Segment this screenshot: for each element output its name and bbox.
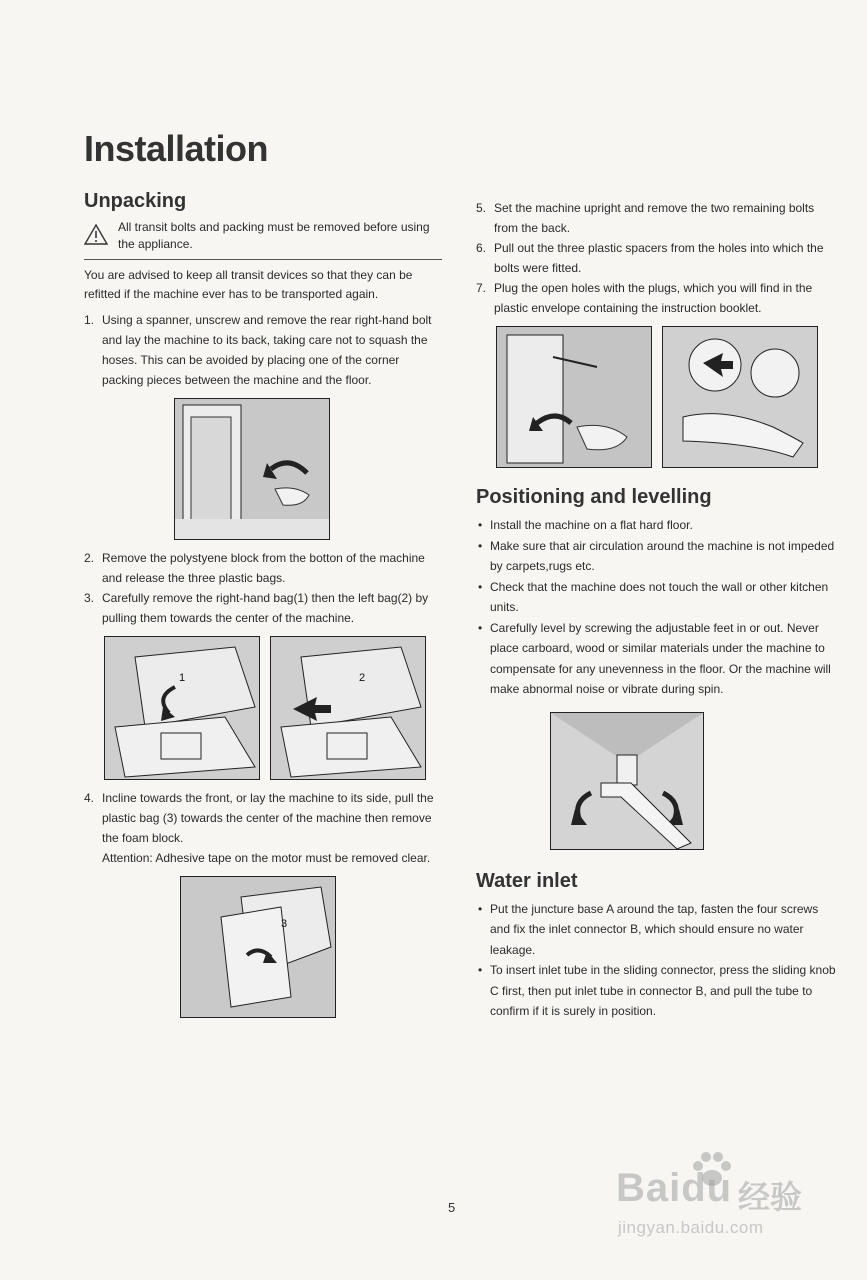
positioning-bullet: • Check that the machine does not touch the wall or other kitchen units.: [476, 577, 836, 618]
water-inlet-bullet: • To insert inlet tube in the sliding connector, press the sliding knob C first, then put inlet tube in connector B, and pull the tube to confirm if it is surely in position.: [476, 960, 836, 1022]
svg-text:1: 1: [179, 672, 186, 684]
positioning-bullet: • Make sure that air circulation around the machine is not impeded by carpets,rugs etc.: [476, 536, 836, 577]
unpacking-steps-b: [84, 548, 442, 628]
unpacking-heading: Unpacking: [84, 190, 187, 212]
unpacking-steps-c: [84, 788, 442, 868]
figure-plugs: [662, 326, 818, 468]
unpacking-intro: You are advised to keep all transit devices so that they can be refitted if the machine ever has to be transported again.: [84, 268, 413, 301]
warning-text: All transit bolts and packing must be removed before using the appliance.: [118, 220, 430, 251]
watermark-logo: Baidu: [616, 1166, 733, 1210]
unpacking-steps-d: [476, 198, 836, 318]
step-2: 2. Remove the polystyene block from the botton of the machine and release the three plastic bags.: [84, 551, 425, 585]
watermark-url: jingyan.baidu.com: [618, 1218, 764, 1237]
figure-levelling-foot: [550, 712, 704, 850]
figure-rear-bolt: [174, 398, 330, 540]
water-inlet-heading: Water inlet: [476, 869, 578, 892]
water-inlet-bullets: [476, 899, 836, 1022]
left-column: [84, 190, 442, 1026]
page-title: Installation: [84, 128, 269, 169]
figure-left-bag: [270, 636, 426, 780]
step-6: 6. Pull out the three plastic spacers from the holes into which the bolts were fitted.: [476, 241, 824, 275]
watermark-chinese: 经验: [738, 1179, 803, 1215]
figure-remaining-bolts: [496, 326, 652, 468]
step-5: 5. Set the machine upright and remove the two remaining bolts from the back.: [476, 201, 815, 235]
unpacking-steps-a: [84, 310, 442, 390]
step-3: 3. Carefully remove the right-hand bag(1) then the left bag(2) by pulling them towards the center of the machine.: [84, 591, 429, 625]
figures-bolts-plugs: [496, 326, 836, 468]
figures-bags: [104, 636, 442, 780]
warning-triangle-icon: [84, 223, 108, 245]
step-4: 4. Incline towards the front, or lay the machine to its side, pull the plastic bag (3) towards the center of the machine then remove the foam block. Attention: Adhesive tape on the motor must be removed clear.: [84, 791, 434, 865]
step-1: 1. Using a spanner, unscrew and remove the rear right-hand bolt and lay the machine to its back, taking care not to squash the hoses. This can be avoided by placing one of the corner packing pieces between the machine and the floor.: [84, 313, 432, 387]
svg-text:2: 2: [359, 672, 366, 684]
step-7: 7. Plug the open holes with the plugs, which you will find in the plastic envelope containing the instruction booklet.: [476, 281, 813, 315]
page-number: 5: [448, 1200, 456, 1215]
right-column: [476, 198, 836, 1022]
svg-text:3: 3: [281, 918, 288, 930]
attention-note: Attention: Adhesive tape on the motor must be removed clear.: [102, 851, 431, 865]
positioning-bullet: • Carefully level by screwing the adjustable feet in or out. Never place carboard, wood or similar materials under the machine to compensate for any unevenness in the floor. Or the machine will make abnormal noise or vibrate during spin.: [476, 618, 836, 700]
baidu-watermark: [616, 1152, 846, 1252]
figure-foam-block: [180, 876, 336, 1018]
positioning-bullets: [476, 515, 836, 700]
positioning-bullet: • Install the machine on a flat hard floor.: [476, 515, 836, 536]
warning-note: [84, 213, 442, 260]
water-inlet-bullet: • Put the juncture base A around the tap, fasten the four screws and fix the inlet connector B, which should ensure no water leakage.: [476, 899, 836, 961]
positioning-heading: Positioning and levelling: [476, 486, 712, 508]
figure-right-bag: [104, 636, 260, 780]
